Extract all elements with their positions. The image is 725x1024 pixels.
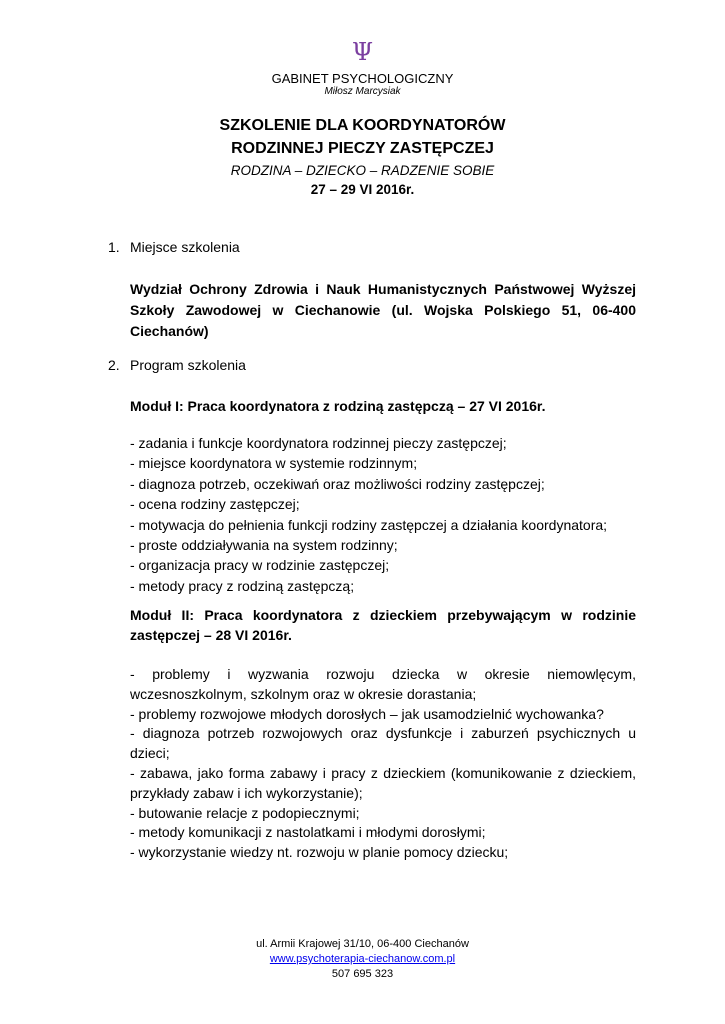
location-text: Wydział Ochrony Zdrowia i Nauk Humanistycznych Państwowej Wyższej Szkoły Zawodowej w Ciechanowie (ul. Wojska Polskiego 51, 06-400 Ciechanów) [130, 281, 636, 339]
list-item: - zabawa, jako forma zabawy i pracy z dzieckiem (komunikowanie z dzieckiem, przykłady zabaw i ich wykorzystanie); [130, 764, 636, 801]
section-2-number: 2. [108, 357, 120, 373]
list-item: - butowanie relacje z podopiecznymi; [130, 804, 360, 821]
module-1-title: Moduł I: Praca koordynatora z rodziną zastępczą – 27 VI 2016r. [130, 398, 546, 414]
website-link[interactable]: www.psychoterapia-ciechanow.com.pl [269, 953, 456, 965]
list-item: - metody pracy z rodziną zastępczą; [130, 577, 355, 594]
list-item: - miejsce koordynatora w systemie rodzinnym; [130, 455, 418, 472]
list-item: - metody komunikacji z nastolatkami i młodymi dorosłymi; [130, 824, 486, 841]
psi-logo-icon: Ψ [351, 38, 374, 66]
list-item: - wykorzystanie wiedzy nt. rozwoju w planie pomocy dziecku; [130, 844, 509, 861]
document-title-line2: RODZINNEJ PIECZY ZASTĘPCZEJ [231, 140, 494, 157]
list-item: - ocena rodziny zastępczej; [130, 496, 300, 513]
footer-phone: 507 695 323 [331, 968, 394, 980]
list-item: - diagnoza potrzeb rozwojowych oraz dysfunkcje i zaburzeń psychicznych u dzieci; [130, 725, 636, 762]
list-item: - motywacja do pełnienia funkcji rodziny zastępczej a działania koordynatora; [130, 516, 608, 533]
module-2-topics [130, 665, 636, 863]
training-dates: 27 – 29 VI 2016r. [310, 182, 415, 197]
footer-address: ul. Armii Krajowej 31/10, 06-400 Ciechanów [256, 938, 469, 950]
list-item: - problemy i wyzwania rozwoju dziecka w okresie niemowlęcym, wczesnoszkolnym, szkolnym oraz w okresie dorastania; [130, 666, 636, 702]
list-item: - zadania i funkcje koordynatora rodzinnej pieczy zastępczej; [130, 435, 507, 451]
document-subtitle: RODZINA – DZIECKO – RADZENIE SOBIE [230, 163, 495, 178]
page-footer [0, 937, 725, 982]
section-1-number: 1. [108, 239, 120, 255]
section-1-label: Miejsce szkolenia [130, 239, 240, 255]
list-item: - diagnoza potrzeb, oczekiwań oraz możliwości rodziny zastępczej; [130, 475, 545, 492]
office-name: GABINET PSYCHOLOGICZNY [271, 71, 454, 86]
section-2-label: Program szkolenia [130, 357, 246, 373]
office-owner: Miłosz Marcysiak [324, 86, 401, 97]
module-1-topics [130, 433, 636, 596]
document-title-line1: SZKOLENIE DLA KOORDYNATORÓW [219, 117, 506, 134]
module-2-title: Moduł II: Praca koordynatora z dzieckiem przebywającym w rodzinie zastępczej – 28 VI 2016r. [130, 607, 636, 643]
list-item: - proste oddziaływania na system rodzinny; [130, 537, 398, 554]
list-item: - organizacja pracy w rodzinie zastępczej; [130, 557, 390, 574]
list-item: - problemy rozwojowe młodych dorosłych – jak usamodzielnić wychowanka? [130, 705, 604, 722]
